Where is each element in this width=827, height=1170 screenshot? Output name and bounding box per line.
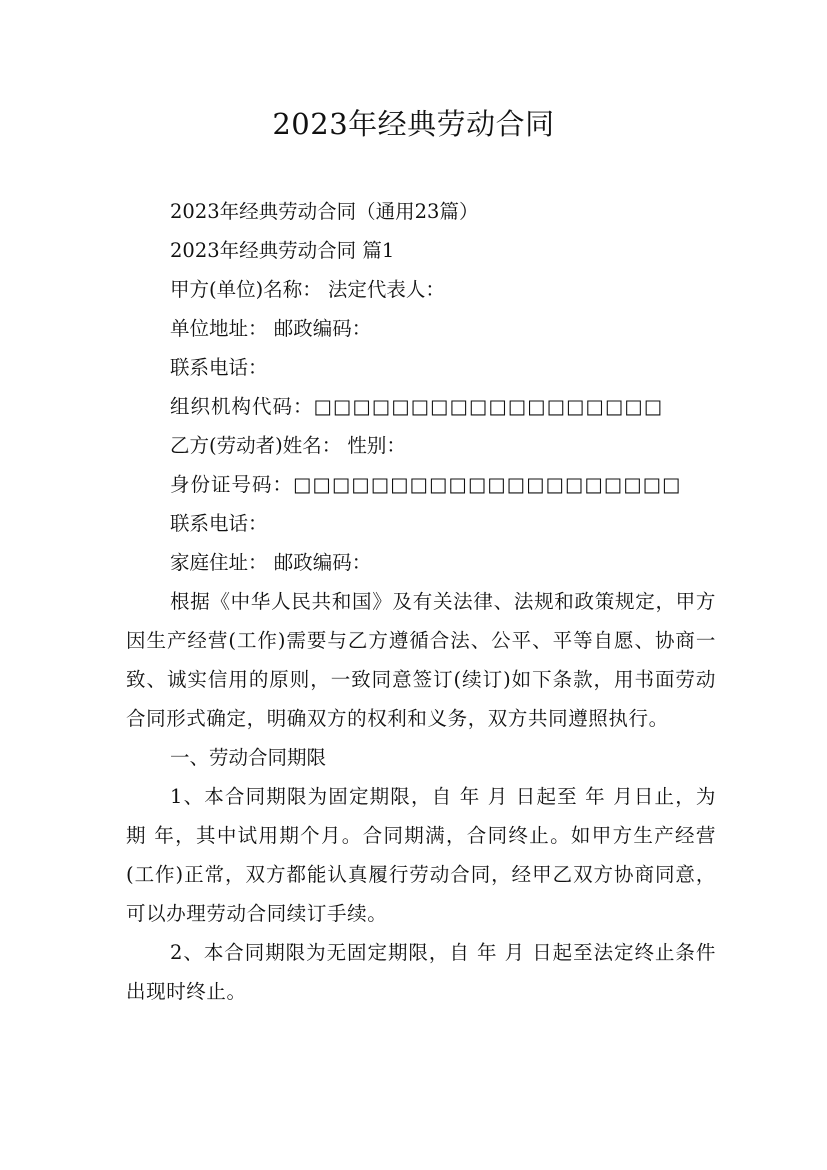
clause-1: 1、本合同期限为固定期限，自 年 月 日起至 年 月日止，为期 年，其中试用期个月。合同期满，合同终止。如甲方生产经营(工作)正常，双方都能认真履行劳动合同，经甲乙双方协商同意，可以办理劳动合同续订手续。 [126, 785, 716, 925]
clause-2: 2、本合同期限为无固定期限，自 年 月 日起至法定终止条件出现时终止。 [126, 941, 716, 1003]
party-a-name-field: 甲方(单位)名称： 法定代表人： [170, 278, 445, 301]
party-a-phone-field: 联系电话： [170, 356, 268, 379]
party-b-name-field: 乙方(劳动者)姓名： 性别： [170, 434, 406, 457]
section-heading: 一、劳动合同期限 [170, 746, 327, 769]
party-b-address-field: 家庭住址： 邮政编码： [170, 551, 372, 574]
organization-code-field: 组织机构代码：□□□□□□□□□□□□□□□□□□ [170, 395, 664, 418]
document-title: 2023年经典劳动合同 [272, 107, 555, 141]
contract-subtitle: 2023年经典劳动合同（通用23篇） [170, 200, 479, 223]
party-b-phone-field: 联系电话： [170, 512, 268, 535]
basis-paragraph: 根据《中华人民共和国》及有关法律、法规和政策规定，甲方因生产经营(工作)需要与乙方遵循合法、公平、平等自愿、协商一致、诚实信用的原则，一致同意签订(续订)如下条款，用书面劳动合同形式确定，明确双方的权利和义务，双方共同遵照执行。 [126, 590, 716, 730]
party-a-address-field: 单位地址： 邮政编码： [170, 317, 372, 340]
document-body [126, 192, 716, 1011]
id-number-field: 身份证号码：□□□□□□□□□□□□□□□□□□□□ [170, 473, 682, 496]
contract-section-label: 2023年经典劳动合同 篇1 [170, 239, 395, 262]
